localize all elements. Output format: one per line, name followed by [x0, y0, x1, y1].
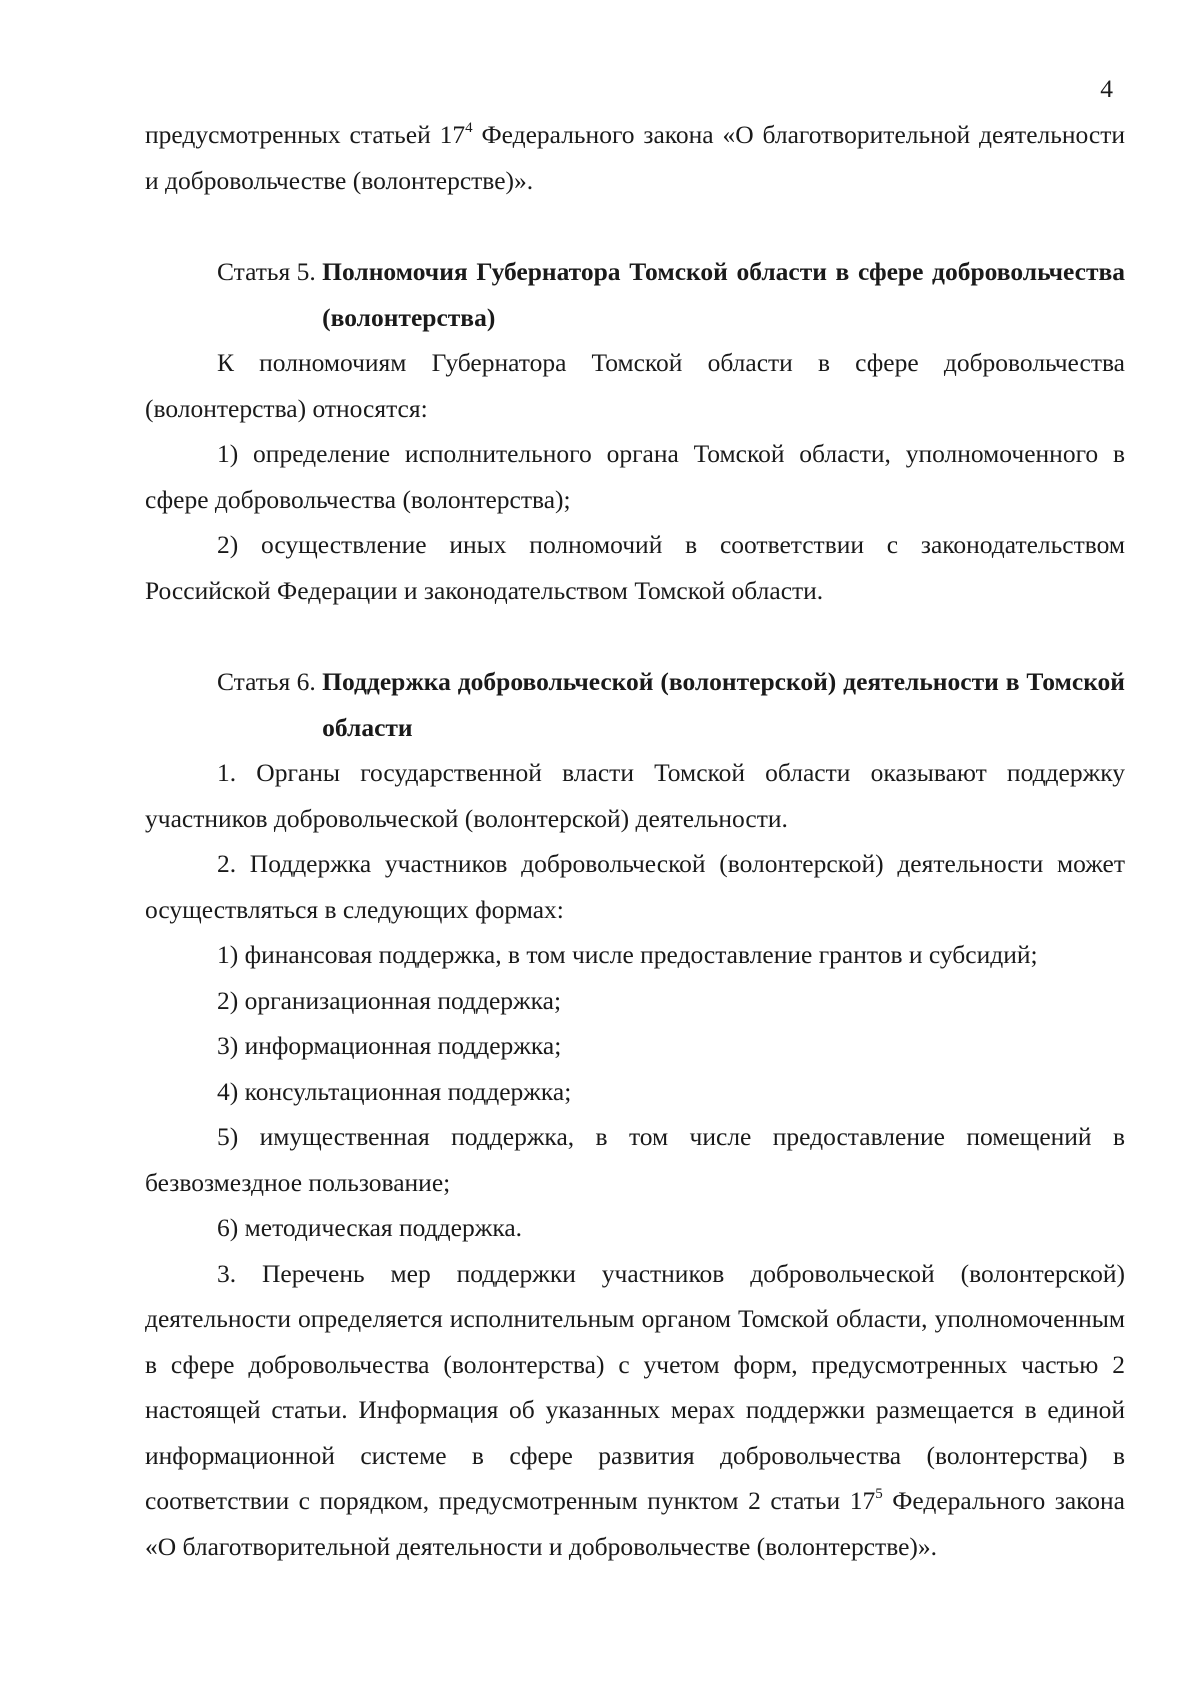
- spacer: [145, 203, 1125, 249]
- article-6-paragraph-2: 2. Поддержка участников добровольческой (волонтерской) деятельности может осуществляться в следующих формах:: [145, 849, 1125, 924]
- article-5-label: Статья 5.: [217, 257, 323, 286]
- support-form-item: 5) имущественная поддержка, в том числе предоставление помещений в безвозмездное пользование;: [145, 1122, 1125, 1197]
- article-5-lead: К полномочиям Губернатора Томской области в сфере добровольчества (волонтерства) относятся:: [145, 348, 1125, 423]
- article-6-title: Поддержка добровольческой (волонтерской) деятельности в Томской области: [322, 667, 1125, 742]
- intro-superscript: 4: [465, 119, 473, 136]
- article-6-paragraph-1: 1. Органы государственной власти Томской области оказывают поддержку участников добровольческой (волонтерской) деятельности.: [145, 758, 1125, 833]
- article-5-item: 1) определение исполнительного органа Томской области, уполномоченного в сфере добровольчества (волонтерства);: [145, 439, 1125, 514]
- support-form-item: 4) консультационная поддержка;: [217, 1076, 572, 1106]
- support-form-item: 1) финансовая поддержка, в том числе предоставление грантов и субсидий;: [217, 940, 1038, 969]
- document-body: [145, 112, 1125, 1569]
- page-number: 4: [1100, 74, 1113, 103]
- intro-text-start: предусмотренных статьей 17: [145, 120, 466, 149]
- article-6-label: Статья 6.: [217, 667, 323, 696]
- article-5-title: Полномочия Губернатора Томской области в сфере добровольчества (волонтерства): [322, 257, 1125, 332]
- support-form-item: 3) информационная поддержка;: [217, 1031, 562, 1060]
- paragraph-3-superscript: 5: [875, 1485, 883, 1502]
- paragraph-3-text-end: Федерального закона «О благотворительной деятельности и добровольчестве (волонтерстве)».: [145, 1486, 1125, 1561]
- paragraph-3-text-start: 3. Перечень мер поддержки участников добровольческой (волонтерской) деятельности определяется исполнительным органом Томской области, уполномоченным в сфере добровольчества (волонтерства) с учетом форм, предусмотренных частью 2 настоящей статьи. Информация об указанных мерах поддержки размещается в единой информационной системе в сфере развития добровольчества (волонтерства) в соответствии с порядком, предусмотренным пунктом 2 статьи 17: [145, 1258, 1125, 1515]
- article-5-heading: [217, 249, 1125, 340]
- intro-text-end: Федерального закона «О благотворительной деятельности и добровольчестве (волонтерстве)».: [145, 120, 1126, 195]
- support-form-item: 6) методическая поддержка.: [217, 1213, 523, 1242]
- spacer: [145, 613, 1125, 659]
- article-6-paragraph-3: [145, 1251, 1125, 1570]
- support-form-item: 2) организационная поддержка;: [217, 985, 562, 1015]
- article-6-heading: [217, 659, 1125, 750]
- article-5-item: 2) осуществление иных полномочий в соответствии с законодательством Российской Федерации и законодательством Томской области.: [145, 530, 1125, 605]
- intro-paragraph: [145, 112, 1125, 203]
